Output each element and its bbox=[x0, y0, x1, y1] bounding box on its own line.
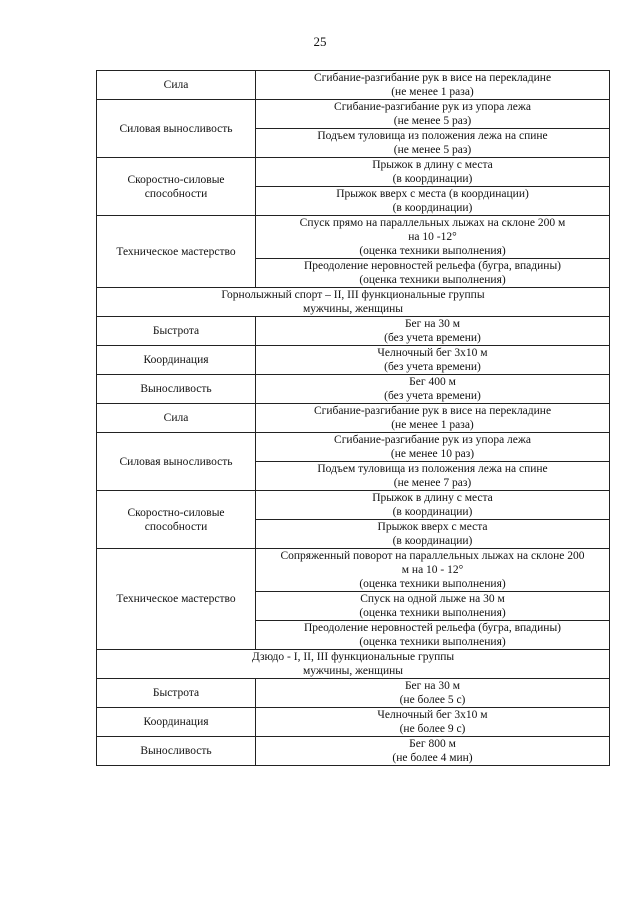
table-row bbox=[97, 491, 610, 520]
section-header-row bbox=[97, 650, 610, 679]
text-line: Сгибание-разгибание рук в висе на перекладине bbox=[313, 405, 552, 417]
quality-cell: Силовая выносливость bbox=[97, 100, 256, 158]
text-line: (не менее 10 раз) bbox=[390, 448, 475, 460]
test-cell bbox=[256, 375, 610, 404]
quality-cell: Техническое мастерство bbox=[97, 549, 256, 650]
test-cell bbox=[256, 549, 610, 592]
text-line: Сопряженный поворот на параллельных лыжах на склоне 200 bbox=[280, 550, 585, 562]
test-cell bbox=[256, 462, 610, 491]
quality-cell: Сила bbox=[97, 404, 256, 433]
text-line: м на 10 - 12° bbox=[401, 564, 464, 576]
test-cell bbox=[256, 71, 610, 100]
test-cell bbox=[256, 216, 610, 259]
table-row bbox=[97, 158, 610, 187]
section-title bbox=[97, 650, 610, 679]
text-line: (не менее 7 раз) bbox=[393, 477, 472, 489]
text-line: Бег на 30 м bbox=[404, 318, 461, 330]
text-line: (не менее 5 раз) bbox=[393, 115, 472, 127]
text-line: (без учета времени) bbox=[384, 390, 481, 402]
text-line: (оценка техники выполнения) bbox=[359, 245, 506, 257]
quality-cell: Сила bbox=[97, 71, 256, 100]
text-line: Спуск прямо на параллельных лыжах на склоне 200 м bbox=[299, 217, 566, 229]
text-line: (оценка техники выполнения) bbox=[359, 607, 506, 619]
table-row bbox=[97, 346, 610, 375]
table-row bbox=[97, 737, 610, 766]
text-line: Бег 800 м bbox=[409, 738, 456, 750]
text-line: (не менее 1 раза) bbox=[391, 419, 474, 431]
quality-cell: Координация bbox=[97, 346, 256, 375]
text-line: (оценка техники выполнения) bbox=[359, 578, 506, 590]
text-line: мужчины, женщины bbox=[302, 665, 404, 677]
text-line: Сгибание-разгибание рук из упора лежа bbox=[334, 434, 531, 446]
text-line: Прыжок вверх с места (в координации) bbox=[336, 188, 529, 200]
test-cell bbox=[256, 259, 610, 288]
text-line: способности bbox=[144, 187, 208, 200]
test-cell bbox=[256, 187, 610, 216]
table-row bbox=[97, 317, 610, 346]
table-row bbox=[97, 216, 610, 259]
test-cell bbox=[256, 346, 610, 375]
test-cell bbox=[256, 737, 610, 766]
text-line: Челночный бег 3х10 м bbox=[377, 347, 488, 359]
table-row bbox=[97, 404, 610, 433]
quality-cell: Быстрота bbox=[97, 679, 256, 708]
quality-cell: Техническое мастерство bbox=[97, 216, 256, 288]
test-cell bbox=[256, 621, 610, 650]
quality-cell bbox=[97, 491, 256, 549]
text-line: Спуск на одной лыже на 30 м bbox=[360, 593, 505, 605]
test-cell bbox=[256, 404, 610, 433]
table-row bbox=[97, 708, 610, 737]
text-line: способности bbox=[144, 520, 208, 533]
test-cell bbox=[256, 158, 610, 187]
table-row bbox=[97, 71, 610, 100]
text-line: Челночный бег 3х10 м bbox=[377, 709, 488, 721]
test-cell bbox=[256, 433, 610, 462]
text-line: Преодоление неровностей рельефа (бугра, впадины) bbox=[303, 622, 562, 634]
text-line: Сгибание-разгибание рук в висе на перекладине bbox=[313, 72, 552, 84]
table-row bbox=[97, 433, 610, 462]
section-header-row bbox=[97, 288, 610, 317]
test-cell bbox=[256, 129, 610, 158]
text-line: (не более 4 мин) bbox=[392, 752, 473, 764]
text-line: (оценка техники выполнения) bbox=[359, 274, 506, 286]
test-cell bbox=[256, 100, 610, 129]
text-line: на 10 -12° bbox=[408, 231, 457, 243]
quality-cell bbox=[97, 158, 256, 216]
text-line: Сгибание-разгибание рук из упора лежа bbox=[334, 101, 531, 113]
quality-cell: Силовая выносливость bbox=[97, 433, 256, 491]
test-cell bbox=[256, 708, 610, 737]
text-line: (оценка техники выполнения) bbox=[359, 636, 506, 648]
text-line: Прыжок в длину с места bbox=[372, 159, 493, 171]
text-line: (в координации) bbox=[392, 173, 473, 185]
text-line: (в координации) bbox=[392, 202, 473, 214]
text-line: Подъем туловища из положения лежа на спине bbox=[317, 463, 548, 475]
test-cell bbox=[256, 592, 610, 621]
text-line: Скоростно-силовые bbox=[127, 506, 225, 519]
text-line: Прыжок в длину с места bbox=[372, 492, 493, 504]
quality-cell: Выносливость bbox=[97, 737, 256, 766]
test-cell bbox=[256, 679, 610, 708]
page-number: 25 bbox=[313, 34, 327, 49]
text-line: Подъем туловища из положения лежа на спине bbox=[317, 130, 548, 142]
text-line: (не менее 1 раза) bbox=[391, 86, 474, 98]
text-line: (в координации) bbox=[392, 506, 473, 518]
text-line: (в координации) bbox=[392, 535, 473, 547]
test-cell bbox=[256, 317, 610, 346]
text-line: (без учета времени) bbox=[384, 361, 481, 373]
text-line: (не менее 5 раз) bbox=[393, 144, 472, 156]
quality-cell: Выносливость bbox=[97, 375, 256, 404]
text-line: Бег 400 м bbox=[409, 376, 456, 388]
test-cell bbox=[256, 491, 610, 520]
text-line: (не более 9 с) bbox=[399, 723, 466, 735]
standards-table bbox=[96, 70, 610, 766]
text-line: Прыжок вверх с места bbox=[377, 521, 488, 533]
test-cell bbox=[256, 520, 610, 549]
table-row bbox=[97, 375, 610, 404]
text-line: Скоростно-силовые bbox=[127, 173, 225, 186]
text-line: (без учета времени) bbox=[384, 332, 481, 344]
text-line: Бег на 30 м bbox=[404, 680, 461, 692]
text-line: Горнолыжный спорт – II, III функциональные группы bbox=[221, 289, 485, 301]
text-line: (не более 5 с) bbox=[399, 694, 466, 706]
text-line: Дзюдо - I, II, III функциональные группы bbox=[251, 651, 455, 663]
table-row bbox=[97, 100, 610, 129]
quality-cell: Координация bbox=[97, 708, 256, 737]
table-row bbox=[97, 549, 610, 592]
quality-cell: Быстрота bbox=[97, 317, 256, 346]
text-line: Преодоление неровностей рельефа (бугра, впадины) bbox=[303, 260, 562, 272]
section-title bbox=[97, 288, 610, 317]
table-row bbox=[97, 679, 610, 708]
text-line: мужчины, женщины bbox=[302, 303, 404, 315]
